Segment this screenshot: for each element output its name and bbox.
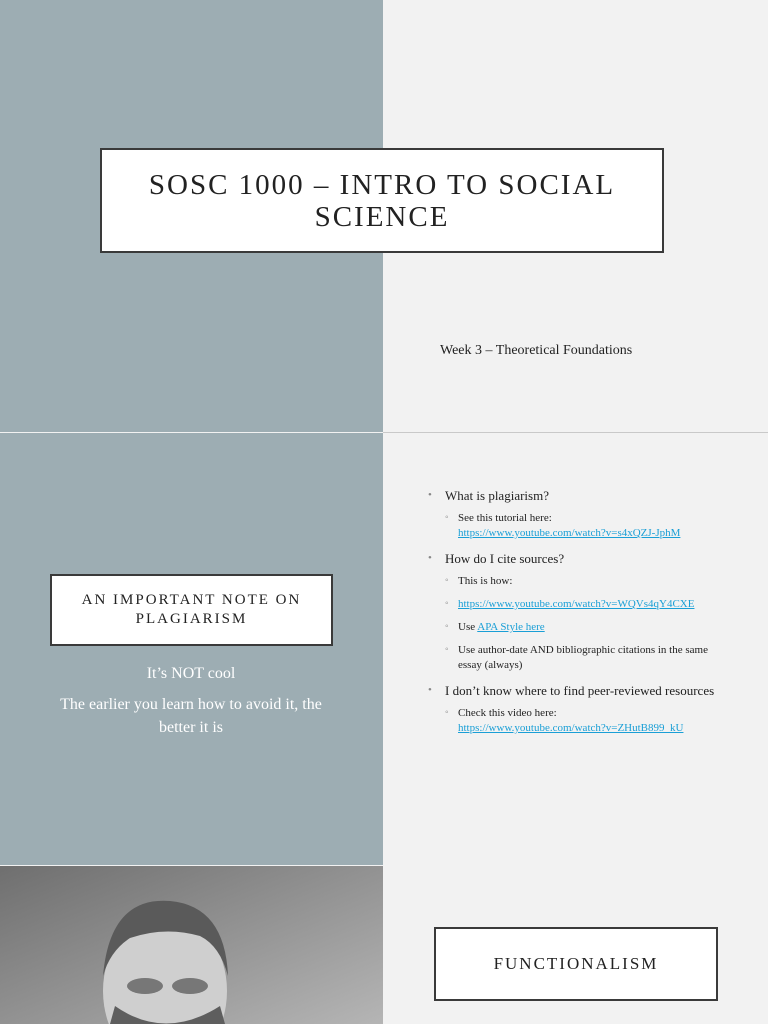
left-line: The earlier you learn how to avoid it, the better it is [60,696,322,736]
slide1-title-box [100,148,664,253]
sub-bullet [458,511,728,541]
sub-bullet-text: This is how: [458,575,513,587]
slide2-heading: AN IMPORTANT NOTE ON PLAGIARISM [81,592,302,627]
sub-bullet [458,574,728,589]
sub-bullet [458,643,728,673]
bullet-list [428,486,728,744]
left-line: It’s NOT cool [146,665,236,682]
sub-bullet-text: Use [458,621,478,633]
bullet-item: • I don’t know where to find peer-reviewed resources [428,681,728,700]
youtube-link[interactable]: https://www.youtube.com/watch?v=WQVs4qY4CXE [458,598,695,610]
slide1-title: SOSC 1000 – INTRO TO SOCIAL SCIENCE [148,168,616,233]
slide3-title-box [434,927,718,1001]
sub-bullet-text: See this tutorial here: [458,512,552,524]
slide2-left-panel [0,433,383,865]
bullet-item: • How do I cite sources? [428,549,728,568]
apa-style-link[interactable]: APA Style here [477,621,545,633]
slide2-heading-box [50,574,333,646]
slide3-title: FUNCTIONALISM [493,954,659,973]
sub-bullet [458,597,728,612]
sub-bullet [458,706,728,736]
portrait-photo-icon [0,866,383,1024]
bullet-item: • What is plagiarism? [428,486,728,505]
sub-bullet [458,620,728,635]
slide2-left-text [60,662,322,747]
sub-bullet-text: Check this video here: [458,707,557,719]
youtube-link[interactable]: https://www.youtube.com/watch?v=ZHutB899_kU [458,722,684,734]
youtube-link[interactable]: https://www.youtube.com/watch?v=s4xQZJ-JphM [458,527,681,539]
sub-bullet-text: Use author-date AND bibliographic citations in the same essay (always) [458,644,708,671]
slide1-subtitle: Week 3 – Theoretical Foundations [440,343,633,358]
